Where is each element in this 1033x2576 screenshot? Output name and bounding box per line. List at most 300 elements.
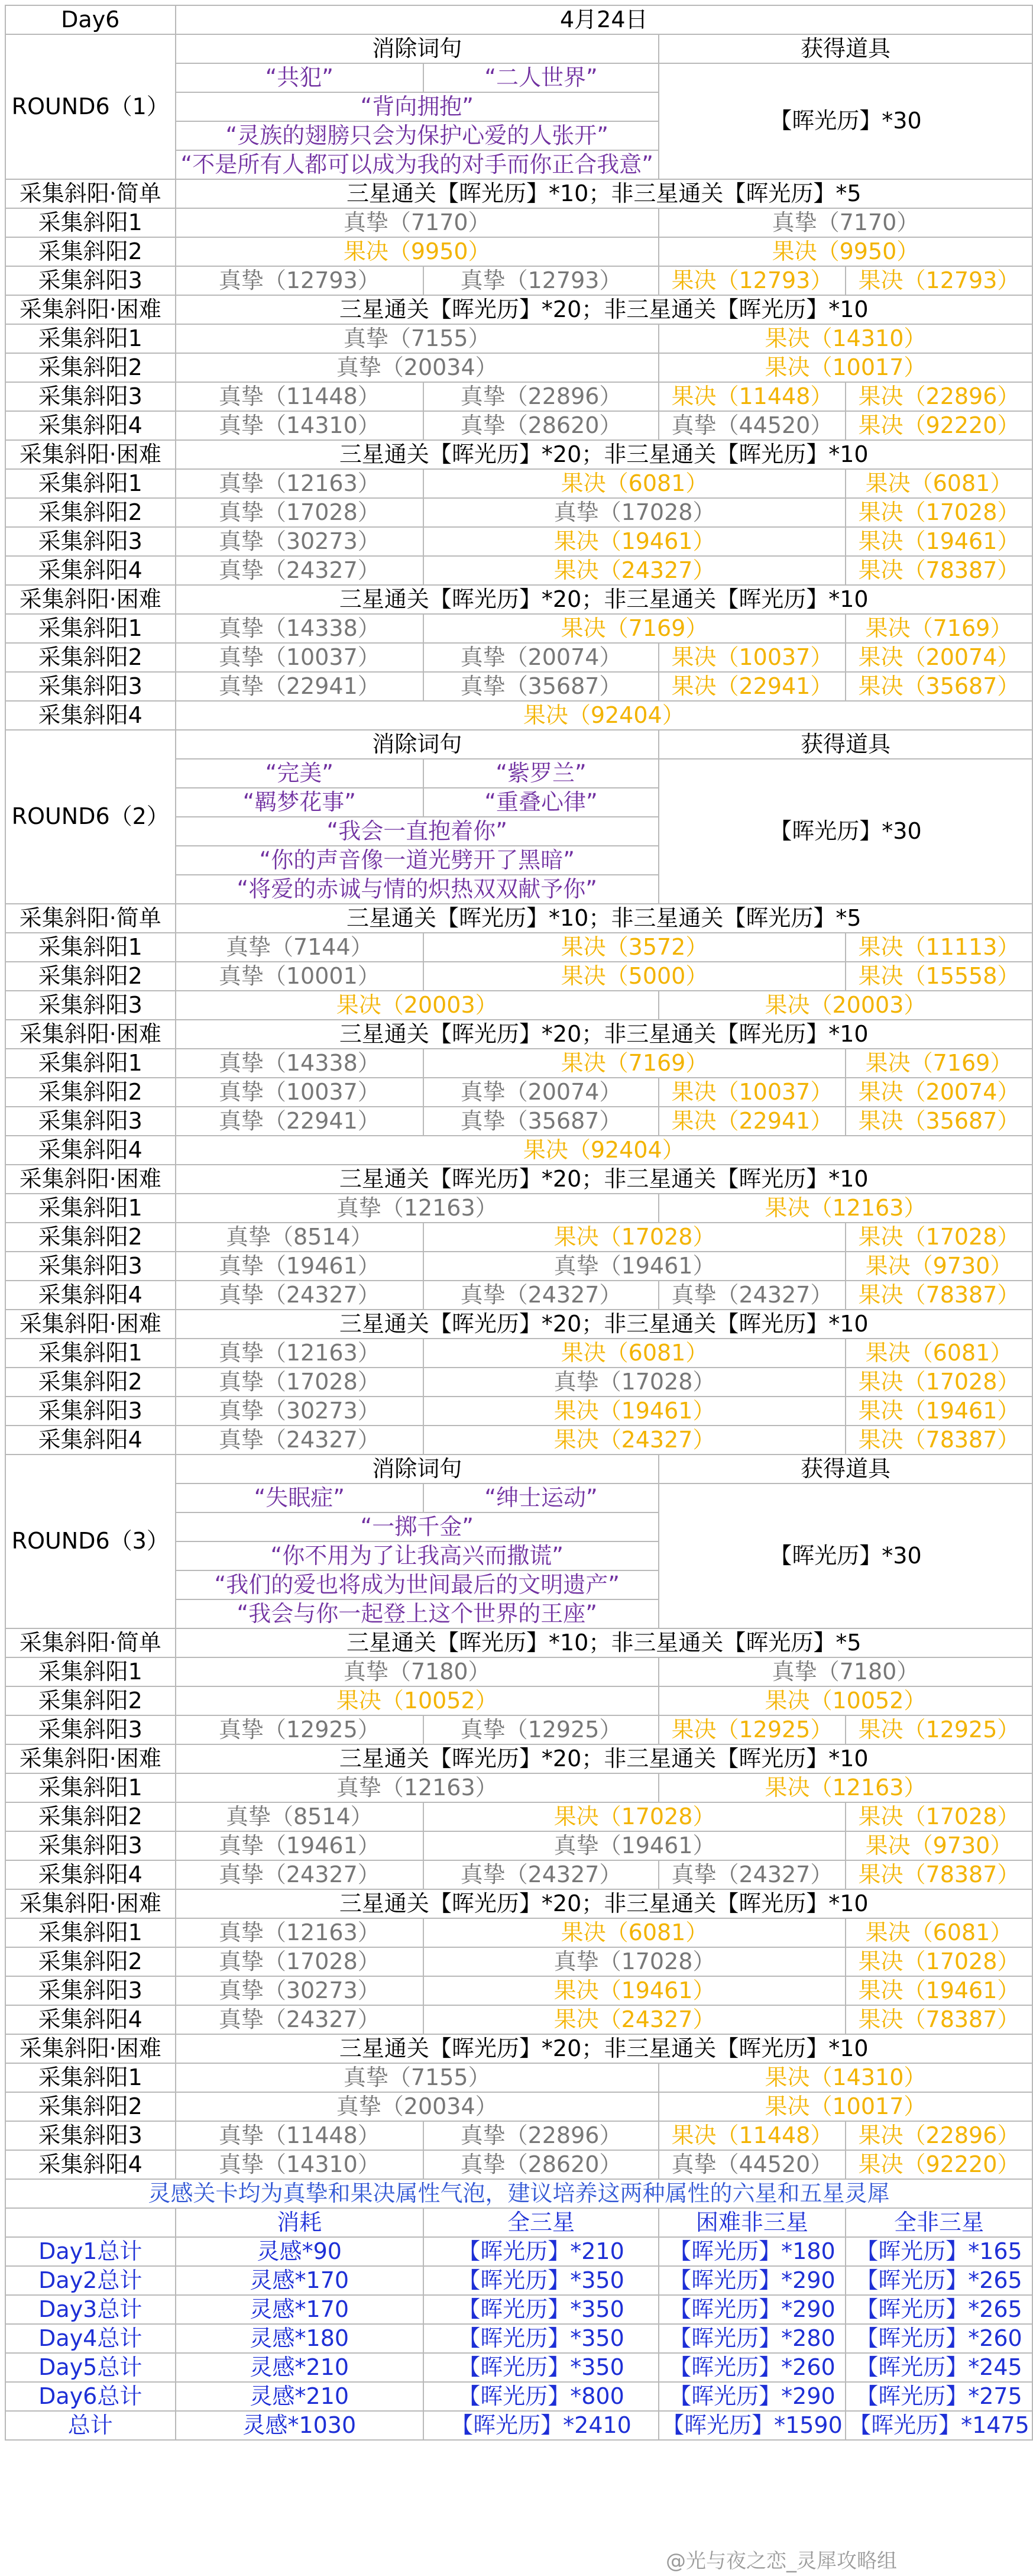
stage-label: 采集斜阳1 bbox=[5, 1773, 176, 1802]
stage-label: 采集斜阳2 bbox=[5, 1802, 176, 1831]
stage-label: 采集斜阳4 bbox=[5, 1426, 176, 1455]
stage-label: 采集斜阳1 bbox=[5, 1918, 176, 1947]
stage-label: 采集斜阳3 bbox=[5, 1107, 176, 1136]
decisive-bubble-cell: 果决（10037） bbox=[659, 643, 846, 672]
summary-value: 灵感*90 bbox=[176, 2237, 424, 2266]
decisive-bubble-cell: 果决（9730） bbox=[846, 1831, 1032, 1860]
phrase: “灵族的翅膀只会为保护心爱的人张开” bbox=[176, 121, 659, 150]
summary-value: 【晖光历】*290 bbox=[659, 2382, 846, 2411]
stage-label: 采集斜阳1 bbox=[5, 2063, 176, 2092]
stage-label: 采集斜阳2 bbox=[5, 1947, 176, 1976]
summary-value: 【晖光历】*800 bbox=[423, 2382, 659, 2411]
round-name: ROUND6（2） bbox=[5, 730, 176, 904]
summary-value: 【晖光历】*275 bbox=[846, 2382, 1032, 2411]
sincere-bubble-cell: 真挚（24327） bbox=[176, 1426, 424, 1455]
stage-row bbox=[5, 643, 1032, 672]
sincere-bubble-cell: 真挚（10037） bbox=[176, 643, 424, 672]
decisive-bubble-cell: 果决（7169） bbox=[846, 614, 1032, 643]
decisive-bubble-cell: 果决（9730） bbox=[846, 1252, 1032, 1281]
summary-value: 灵感*180 bbox=[176, 2324, 424, 2353]
stage-label: 采集斜阳4 bbox=[5, 701, 176, 730]
stage-label: 采集斜阳2 bbox=[5, 1078, 176, 1107]
stage-label: 采集斜阳1 bbox=[5, 469, 176, 498]
decisive-bubble-cell: 果决（24327） bbox=[423, 2005, 846, 2034]
phrase: “二人世界” bbox=[423, 63, 659, 92]
summary-header: 消耗 bbox=[176, 2208, 424, 2237]
decisive-bubble-cell: 果决（17028） bbox=[846, 1368, 1032, 1397]
decisive-bubble-cell: 果决（9950） bbox=[176, 237, 659, 266]
decisive-bubble-cell: 果决（10017） bbox=[659, 353, 1032, 382]
sincere-bubble-cell: 真挚（22941） bbox=[176, 672, 424, 701]
stage-label: 采集斜阳3 bbox=[5, 991, 176, 1020]
group-header-row bbox=[5, 179, 1032, 208]
sincere-bubble-cell: 真挚（28620） bbox=[423, 411, 659, 440]
stage-label: 采集斜阳4 bbox=[5, 2005, 176, 2034]
sincere-bubble-cell: 真挚（7155） bbox=[176, 324, 659, 353]
decisive-bubble-cell: 果决（24327） bbox=[423, 556, 846, 585]
sincere-bubble-cell: 真挚（7180） bbox=[659, 1657, 1032, 1686]
stage-label: 采集斜阳1 bbox=[5, 614, 176, 643]
mode-label: 采集斜阳·困难 bbox=[5, 2034, 176, 2063]
summary-value: 【晖光历】*350 bbox=[423, 2353, 659, 2382]
decisive-bubble-cell: 果决（15558） bbox=[846, 962, 1032, 991]
decisive-bubble-cell: 果决（10052） bbox=[659, 1686, 1032, 1715]
stage-label: 采集斜阳4 bbox=[5, 1281, 176, 1310]
decisive-bubble-cell: 果决（78387） bbox=[846, 556, 1032, 585]
stage-row bbox=[5, 1252, 1032, 1281]
mode-rule: 三星通关【晖光历】*10；非三星通关【晖光历】*5 bbox=[176, 904, 1032, 933]
sincere-bubble-cell: 真挚（20034） bbox=[176, 353, 659, 382]
decisive-bubble-cell: 果决（17028） bbox=[846, 1223, 1032, 1252]
stage-row bbox=[5, 1281, 1032, 1310]
decisive-bubble-cell: 果决（6081） bbox=[423, 469, 846, 498]
mode-label: 采集斜阳·困难 bbox=[5, 1165, 176, 1194]
sincere-bubble-cell: 真挚（30273） bbox=[176, 1976, 424, 2005]
sincere-bubble-cell: 真挚（22896） bbox=[423, 382, 659, 411]
group-header-row bbox=[5, 1628, 1032, 1657]
mode-label: 采集斜阳·困难 bbox=[5, 1310, 176, 1339]
note-row bbox=[5, 2179, 1032, 2208]
sincere-bubble-cell: 真挚（24327） bbox=[176, 2005, 424, 2034]
decisive-bubble-cell: 果决（12793） bbox=[846, 266, 1032, 295]
stage-label: 采集斜阳2 bbox=[5, 498, 176, 527]
decisive-bubble-cell: 果决（6081） bbox=[846, 469, 1032, 498]
phrase: “重叠心律” bbox=[423, 788, 659, 817]
sincere-bubble-cell: 真挚（12163） bbox=[176, 1194, 659, 1223]
decisive-bubble-cell: 果决（19461） bbox=[423, 1976, 846, 2005]
decisive-bubble-cell: 果决（20074） bbox=[846, 643, 1032, 672]
stage-row bbox=[5, 1773, 1032, 1802]
round-reward: 【晖光历】*30 bbox=[659, 63, 1032, 179]
summary-header-row bbox=[5, 2208, 1032, 2237]
group-header-row bbox=[5, 1744, 1032, 1773]
stage-label: 采集斜阳1 bbox=[5, 933, 176, 962]
stage-label: 采集斜阳4 bbox=[5, 411, 176, 440]
decisive-bubble-cell: 果决（92220） bbox=[846, 2150, 1032, 2179]
decisive-bubble-cell: 果决（10037） bbox=[659, 1078, 846, 1107]
mode-rule: 三星通关【晖光历】*20；非三星通关【晖光历】*10 bbox=[176, 585, 1032, 614]
sincere-bubble-cell: 真挚（17028） bbox=[176, 498, 424, 527]
decisive-bubble-cell: 果决（78387） bbox=[846, 2005, 1032, 2034]
stage-row bbox=[5, 701, 1032, 730]
sincere-bubble-cell: 真挚（12793） bbox=[176, 266, 424, 295]
rewards-header: 获得道具 bbox=[659, 1455, 1032, 1483]
sincere-bubble-cell: 真挚（20074） bbox=[423, 643, 659, 672]
sincere-bubble-cell: 真挚（12925） bbox=[176, 1715, 424, 1744]
summary-value: 灵感*210 bbox=[176, 2382, 424, 2411]
sincere-bubble-cell: 真挚（24327） bbox=[176, 556, 424, 585]
stage-label: 采集斜阳2 bbox=[5, 962, 176, 991]
mode-rule: 三星通关【晖光历】*20；非三星通关【晖光历】*10 bbox=[176, 1889, 1032, 1918]
round-header-row bbox=[5, 34, 1032, 63]
phrase: “一掷千金” bbox=[176, 1512, 659, 1541]
sincere-bubble-cell: 真挚（35687） bbox=[423, 1107, 659, 1136]
stage-row bbox=[5, 1918, 1032, 1947]
mode-label: 采集斜阳·简单 bbox=[5, 1628, 176, 1657]
stage-row bbox=[5, 382, 1032, 411]
decisive-bubble-cell: 果决（5000） bbox=[423, 962, 846, 991]
decisive-bubble-cell: 果决（19461） bbox=[423, 527, 846, 556]
summary-value: 灵感*1030 bbox=[176, 2411, 424, 2440]
stage-row bbox=[5, 1976, 1032, 2005]
summary-value: 【晖光历】*350 bbox=[423, 2324, 659, 2353]
decisive-bubble-cell: 果决（19461） bbox=[846, 1397, 1032, 1426]
sincere-bubble-cell: 真挚（24327） bbox=[423, 1860, 659, 1889]
phrase: “背向拥抱” bbox=[176, 92, 659, 121]
summary-header: 全非三星 bbox=[846, 2208, 1032, 2237]
summary-row bbox=[5, 2237, 1032, 2266]
mode-rule: 三星通关【晖光历】*10；非三星通关【晖光历】*5 bbox=[176, 1628, 1032, 1657]
decisive-bubble-cell: 果决（20003） bbox=[659, 991, 1032, 1020]
summary-value: 【晖光历】*180 bbox=[659, 2237, 846, 2266]
stage-label: 采集斜阳2 bbox=[5, 237, 176, 266]
stage-label: 采集斜阳3 bbox=[5, 1831, 176, 1860]
stage-label: 采集斜阳1 bbox=[5, 208, 176, 237]
summary-value: 【晖光历】*290 bbox=[659, 2295, 846, 2324]
stage-row bbox=[5, 411, 1032, 440]
stage-row bbox=[5, 1078, 1032, 1107]
decisive-bubble-cell: 果决（12793） bbox=[659, 266, 846, 295]
mode-label: 采集斜阳·困难 bbox=[5, 1889, 176, 1918]
sincere-bubble-cell: 真挚（14338） bbox=[176, 1049, 424, 1078]
round-name: ROUND6（3） bbox=[5, 1455, 176, 1628]
decisive-bubble-cell: 果决（14310） bbox=[659, 324, 1032, 353]
sincere-bubble-cell: 真挚（8514） bbox=[176, 1802, 424, 1831]
stage-row bbox=[5, 1136, 1032, 1165]
stage-label: 采集斜阳1 bbox=[5, 1657, 176, 1686]
sincere-bubble-cell: 真挚（24327） bbox=[659, 1281, 846, 1310]
stage-row bbox=[5, 933, 1032, 962]
day-header-row bbox=[5, 5, 1032, 34]
sincere-bubble-cell: 真挚（7170） bbox=[176, 208, 659, 237]
summary-value: 【晖光历】*260 bbox=[659, 2353, 846, 2382]
decisive-bubble-cell: 果决（22896） bbox=[846, 382, 1032, 411]
mode-rule: 三星通关【晖光历】*20；非三星通关【晖光历】*10 bbox=[176, 295, 1032, 324]
stage-row bbox=[5, 1715, 1032, 1744]
summary-value: 【晖光历】*2410 bbox=[423, 2411, 659, 2440]
sincere-bubble-cell: 真挚（44520） bbox=[659, 411, 846, 440]
mode-label: 采集斜阳·困难 bbox=[5, 1020, 176, 1049]
summary-row bbox=[5, 2266, 1032, 2295]
summary-row bbox=[5, 2353, 1032, 2382]
sincere-bubble-cell: 真挚（12793） bbox=[423, 266, 659, 295]
stage-row bbox=[5, 614, 1032, 643]
stage-label: 采集斜阳3 bbox=[5, 2121, 176, 2150]
summary-value: 灵感*210 bbox=[176, 2353, 424, 2382]
stage-row bbox=[5, 2150, 1032, 2179]
mode-label: 采集斜阳·困难 bbox=[5, 1744, 176, 1773]
summary-row bbox=[5, 2295, 1032, 2324]
summary-value: 【晖光历】*245 bbox=[846, 2353, 1032, 2382]
group-header-row bbox=[5, 295, 1032, 324]
stage-row bbox=[5, 1397, 1032, 1426]
phrase: “绅士运动” bbox=[423, 1483, 659, 1512]
sincere-bubble-cell: 真挚（17028） bbox=[423, 498, 846, 527]
summary-day-label: Day6总计 bbox=[5, 2382, 176, 2411]
stage-row bbox=[5, 1049, 1032, 1078]
sincere-bubble-cell: 真挚（14338） bbox=[176, 614, 424, 643]
sincere-bubble-cell: 真挚（8514） bbox=[176, 1223, 424, 1252]
summary-header: 全三星 bbox=[423, 2208, 659, 2237]
sincere-bubble-cell: 真挚（12925） bbox=[423, 1715, 659, 1744]
decisive-bubble-cell: 果决（35687） bbox=[846, 1107, 1032, 1136]
decisive-bubble-cell: 果决（17028） bbox=[846, 498, 1032, 527]
sincere-bubble-cell: 真挚（17028） bbox=[176, 1368, 424, 1397]
stage-row bbox=[5, 237, 1032, 266]
decisive-bubble-cell: 果决（11448） bbox=[659, 382, 846, 411]
stage-label: 采集斜阳2 bbox=[5, 353, 176, 382]
decisive-bubble-cell: 果决（22941） bbox=[659, 672, 846, 701]
sincere-bubble-cell: 真挚（19461） bbox=[176, 1831, 424, 1860]
stage-label: 采集斜阳4 bbox=[5, 556, 176, 585]
summary-value: 【晖光历】*265 bbox=[846, 2266, 1032, 2295]
mode-label: 采集斜阳·困难 bbox=[5, 585, 176, 614]
stage-row bbox=[5, 1947, 1032, 1976]
decisive-bubble-cell: 果决（7169） bbox=[423, 1049, 846, 1078]
sincere-bubble-cell: 真挚（12163） bbox=[176, 1339, 424, 1368]
round-reward: 【晖光历】*30 bbox=[659, 1483, 1032, 1628]
sincere-bubble-cell: 真挚（20074） bbox=[423, 1078, 659, 1107]
stage-label: 采集斜阳3 bbox=[5, 672, 176, 701]
decisive-bubble-cell: 果决（14310） bbox=[659, 2063, 1032, 2092]
stage-row bbox=[5, 556, 1032, 585]
mode-label: 采集斜阳·困难 bbox=[5, 440, 176, 469]
summary-value: 【晖光历】*290 bbox=[659, 2266, 846, 2295]
decisive-bubble-cell: 果决（10017） bbox=[659, 2092, 1032, 2121]
decisive-bubble-cell: 果决（19461） bbox=[423, 1397, 846, 1426]
stage-row bbox=[5, 1194, 1032, 1223]
summary-value: 【晖光历】*350 bbox=[423, 2295, 659, 2324]
stage-row bbox=[5, 1339, 1032, 1368]
stage-row bbox=[5, 1107, 1032, 1136]
sincere-bubble-cell: 真挚（30273） bbox=[176, 1397, 424, 1426]
stage-row bbox=[5, 2063, 1032, 2092]
sincere-bubble-cell: 真挚（17028） bbox=[176, 1947, 424, 1976]
stage-row bbox=[5, 208, 1032, 237]
round-name: ROUND6（1） bbox=[5, 34, 176, 179]
stage-label: 采集斜阳2 bbox=[5, 1686, 176, 1715]
sincere-bubble-cell: 真挚（14310） bbox=[176, 411, 424, 440]
summary-day-label: Day4总计 bbox=[5, 2324, 176, 2353]
sincere-bubble-cell: 真挚（24327） bbox=[659, 1860, 846, 1889]
decisive-bubble-cell: 果决（92404） bbox=[176, 1136, 1032, 1165]
phrase: “你的声音像一道光劈开了黑暗” bbox=[176, 846, 659, 875]
sincere-bubble-cell: 真挚（12163） bbox=[176, 469, 424, 498]
sincere-bubble-cell: 真挚（28620） bbox=[423, 2150, 659, 2179]
stage-row bbox=[5, 2092, 1032, 2121]
sincere-bubble-cell: 真挚（10001） bbox=[176, 962, 424, 991]
decisive-bubble-cell: 果决（12163） bbox=[659, 1773, 1032, 1802]
decisive-bubble-cell: 果决（17028） bbox=[846, 1947, 1032, 1976]
summary-row bbox=[5, 2411, 1032, 2440]
summary-day-label: Day5总计 bbox=[5, 2353, 176, 2382]
mode-rule: 三星通关【晖光历】*20；非三星通关【晖光历】*10 bbox=[176, 2034, 1032, 2063]
group-header-row bbox=[5, 2034, 1032, 2063]
stage-row bbox=[5, 962, 1032, 991]
decisive-bubble-cell: 果决（78387） bbox=[846, 1281, 1032, 1310]
summary-day-label: Day1总计 bbox=[5, 2237, 176, 2266]
sincere-bubble-cell: 真挚（7180） bbox=[176, 1657, 659, 1686]
decisive-bubble-cell: 果决（17028） bbox=[423, 1802, 846, 1831]
sincere-bubble-cell: 真挚（22896） bbox=[423, 2121, 659, 2150]
stage-label: 采集斜阳3 bbox=[5, 1976, 176, 2005]
sincere-bubble-cell: 真挚（24327） bbox=[423, 1281, 659, 1310]
sincere-bubble-cell: 真挚（24327） bbox=[176, 1860, 424, 1889]
date-label: 4月24日 bbox=[176, 5, 1032, 34]
mode-rule: 三星通关【晖光历】*20；非三星通关【晖光历】*10 bbox=[176, 1165, 1032, 1194]
sincere-bubble-cell: 真挚（10037） bbox=[176, 1078, 424, 1107]
decisive-bubble-cell: 果决（6081） bbox=[846, 1918, 1032, 1947]
decisive-bubble-cell: 果决（19461） bbox=[846, 1976, 1032, 2005]
stage-row bbox=[5, 1831, 1032, 1860]
stage-label: 采集斜阳4 bbox=[5, 2150, 176, 2179]
sincere-bubble-cell: 真挚（22941） bbox=[176, 1107, 424, 1136]
decisive-bubble-cell: 果决（35687） bbox=[846, 672, 1032, 701]
decisive-bubble-cell: 果决（11448） bbox=[659, 2121, 846, 2150]
decisive-bubble-cell: 果决（78387） bbox=[846, 1426, 1032, 1455]
decisive-bubble-cell: 果决（12925） bbox=[846, 1715, 1032, 1744]
decisive-bubble-cell: 果决（20003） bbox=[176, 991, 659, 1020]
phrase: “紫罗兰” bbox=[423, 759, 659, 788]
summary-value: 【晖光历】*1590 bbox=[659, 2411, 846, 2440]
stage-row bbox=[5, 1802, 1032, 1831]
stage-row bbox=[5, 1368, 1032, 1397]
mode-rule: 三星通关【晖光历】*20；非三星通关【晖光历】*10 bbox=[176, 1310, 1032, 1339]
rewards-header: 获得道具 bbox=[659, 34, 1032, 63]
stage-label: 采集斜阳4 bbox=[5, 1136, 176, 1165]
stage-row bbox=[5, 672, 1032, 701]
sincere-bubble-cell: 真挚（11448） bbox=[176, 382, 424, 411]
summary-header bbox=[5, 2208, 176, 2237]
stage-label: 采集斜阳3 bbox=[5, 1397, 176, 1426]
stage-label: 采集斜阳1 bbox=[5, 324, 176, 353]
stage-label: 采集斜阳1 bbox=[5, 1194, 176, 1223]
stage-row bbox=[5, 324, 1032, 353]
phrases-header: 消除词句 bbox=[176, 1455, 659, 1483]
summary-value: 【晖光历】*210 bbox=[423, 2237, 659, 2266]
decisive-bubble-cell: 果决（19461） bbox=[846, 527, 1032, 556]
stage-label: 采集斜阳3 bbox=[5, 1715, 176, 1744]
event-guide-table bbox=[5, 5, 1033, 2441]
summary-value: 【晖光历】*265 bbox=[846, 2295, 1032, 2324]
phrase: “完美” bbox=[176, 759, 424, 788]
phrase: “将爱的赤诚与情的炽热双双献予你” bbox=[176, 875, 659, 904]
mode-label: 采集斜阳·困难 bbox=[5, 295, 176, 324]
sincere-bubble-cell: 真挚（12163） bbox=[176, 1773, 659, 1802]
decisive-bubble-cell: 果决（92220） bbox=[846, 411, 1032, 440]
sincere-bubble-cell: 真挚（19461） bbox=[423, 1831, 846, 1860]
group-header-row bbox=[5, 585, 1032, 614]
stage-row bbox=[5, 266, 1032, 295]
sincere-bubble-cell: 真挚（11448） bbox=[176, 2121, 424, 2150]
stage-label: 采集斜阳2 bbox=[5, 643, 176, 672]
summary-day-label: 总计 bbox=[5, 2411, 176, 2440]
stage-label: 采集斜阳2 bbox=[5, 1223, 176, 1252]
stage-label: 采集斜阳3 bbox=[5, 266, 176, 295]
summary-value: 【晖光历】*260 bbox=[846, 2324, 1032, 2353]
phrase: “不是所有人都可以成为我的对手而你正合我意” bbox=[176, 150, 659, 179]
decisive-bubble-cell: 果决（6081） bbox=[423, 1339, 846, 1368]
sincere-bubble-cell: 真挚（19461） bbox=[176, 1252, 424, 1281]
phrases-header: 消除词句 bbox=[176, 34, 659, 63]
sincere-bubble-cell: 真挚（19461） bbox=[423, 1252, 846, 1281]
stage-row bbox=[5, 1657, 1032, 1686]
stage-label: 采集斜阳1 bbox=[5, 1339, 176, 1368]
summary-day-label: Day2总计 bbox=[5, 2266, 176, 2295]
stage-row bbox=[5, 1860, 1032, 1889]
group-header-row bbox=[5, 904, 1032, 933]
stage-label: 采集斜阳3 bbox=[5, 1252, 176, 1281]
sincere-bubble-cell: 真挚（14310） bbox=[176, 2150, 424, 2179]
sincere-bubble-cell: 真挚（17028） bbox=[423, 1947, 846, 1976]
decisive-bubble-cell: 果决（20074） bbox=[846, 1078, 1032, 1107]
phrase: “我会一直抱着你” bbox=[176, 817, 659, 846]
decisive-bubble-cell: 果决（17028） bbox=[423, 1223, 846, 1252]
mode-label: 采集斜阳·简单 bbox=[5, 179, 176, 208]
decisive-bubble-cell: 果决（12925） bbox=[659, 1715, 846, 1744]
decisive-bubble-cell: 果决（9950） bbox=[659, 237, 1032, 266]
group-header-row bbox=[5, 1310, 1032, 1339]
stage-label: 采集斜阳1 bbox=[5, 1049, 176, 1078]
sincere-bubble-cell: 真挚（44520） bbox=[659, 2150, 846, 2179]
phrase: “共犯” bbox=[176, 63, 424, 92]
rewards-header: 获得道具 bbox=[659, 730, 1032, 759]
mode-label: 采集斜阳·简单 bbox=[5, 904, 176, 933]
phrase: “你不用为了让我高兴而撒谎” bbox=[176, 1541, 659, 1570]
decisive-bubble-cell: 果决（78387） bbox=[846, 1860, 1032, 1889]
stage-label: 采集斜阳3 bbox=[5, 527, 176, 556]
stage-row bbox=[5, 1686, 1032, 1715]
decisive-bubble-cell: 果决（17028） bbox=[846, 1802, 1032, 1831]
summary-row bbox=[5, 2382, 1032, 2411]
summary-day-label: Day3总计 bbox=[5, 2295, 176, 2324]
group-header-row bbox=[5, 1165, 1032, 1194]
group-header-row bbox=[5, 440, 1032, 469]
decisive-bubble-cell: 果决（11113） bbox=[846, 933, 1032, 962]
sincere-bubble-cell: 真挚（12163） bbox=[176, 1918, 424, 1947]
stage-label: 采集斜阳2 bbox=[5, 1368, 176, 1397]
decisive-bubble-cell: 果决（3572） bbox=[423, 933, 846, 962]
phrase: “我会与你一起登上这个世界的王座” bbox=[176, 1599, 659, 1628]
group-header-row bbox=[5, 1889, 1032, 1918]
group-header-row bbox=[5, 1020, 1032, 1049]
round-header-row bbox=[5, 1455, 1032, 1483]
summary-header: 困难非三星 bbox=[659, 2208, 846, 2237]
summary-value: 【晖光历】*165 bbox=[846, 2237, 1032, 2266]
stage-label: 采集斜阳2 bbox=[5, 2092, 176, 2121]
decisive-bubble-cell: 果决（6081） bbox=[423, 1918, 846, 1947]
stage-row bbox=[5, 353, 1032, 382]
